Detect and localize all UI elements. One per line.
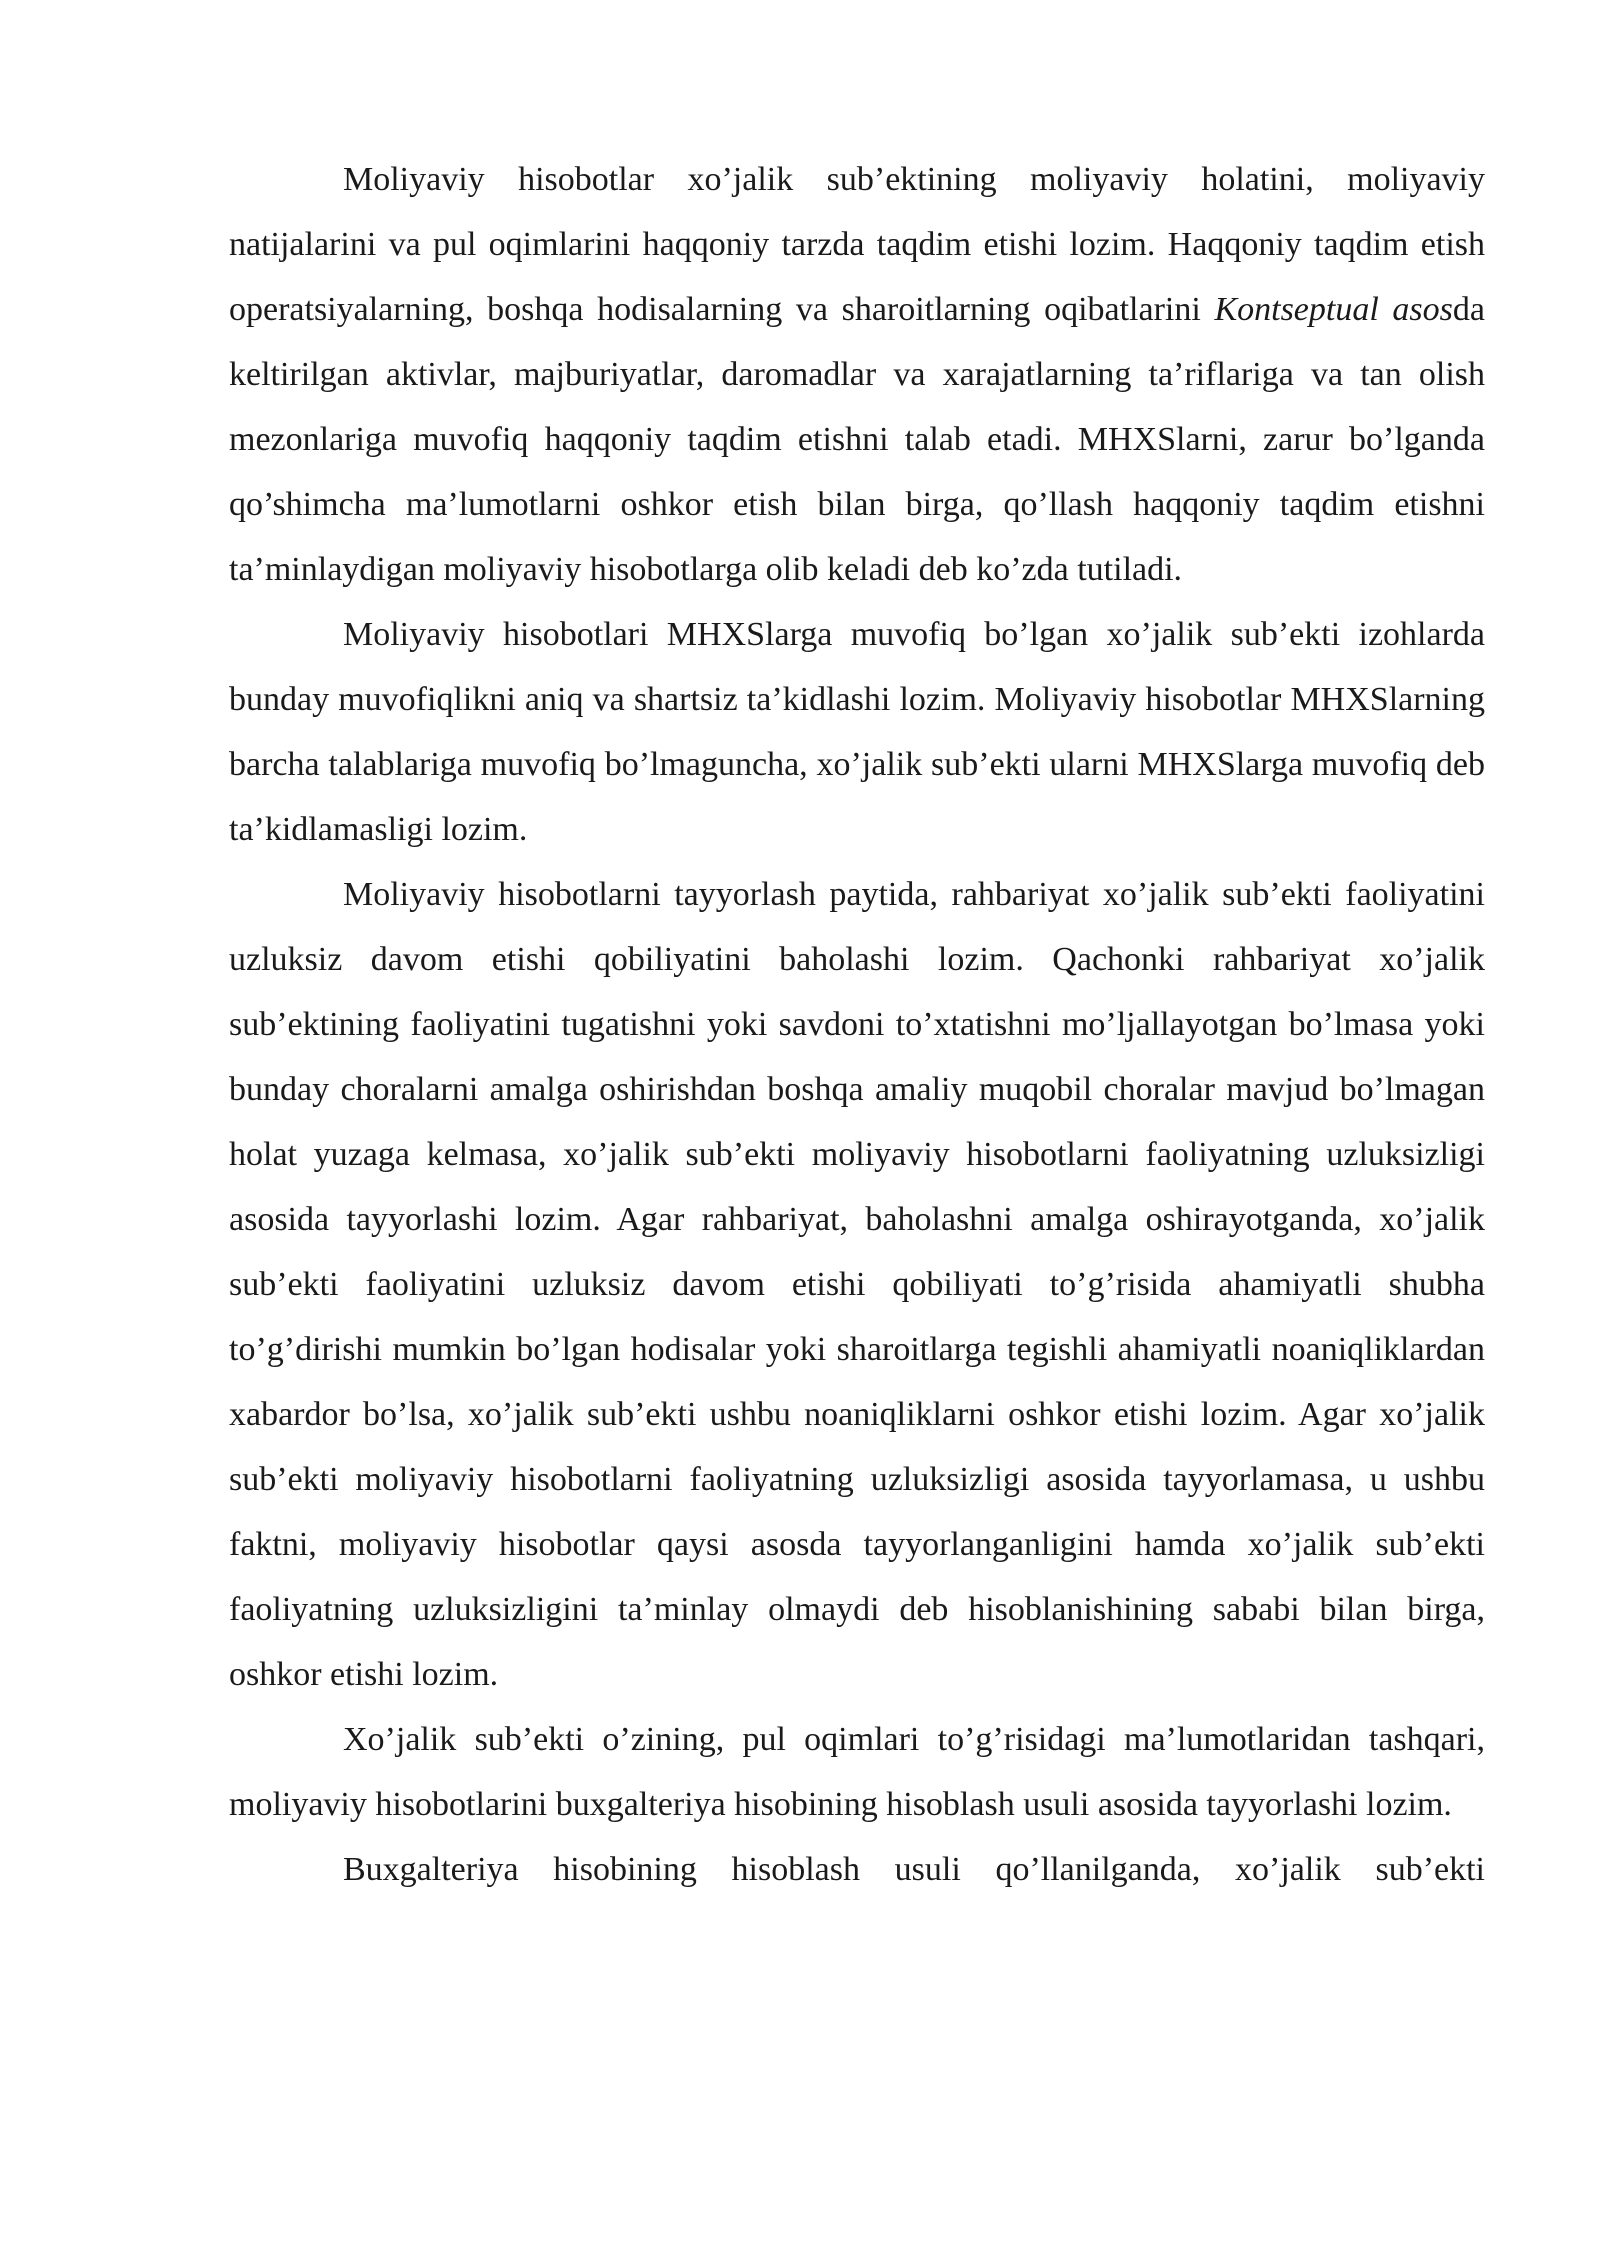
paragraph-accrual-basis [229,1707,1485,1837]
paragraph-text: da keltirilgan aktivlar, majburiyatlar, daromadlar va xarajatlarning ta’riflariga va tan olish mezonlariga muvofiq haqqoniy taqdim etishni talab etadi. MHXSlarni, zarur bo’lganda qo’shimcha ma’lumotlarni oshkor etish bilan birga, qo’llash haqqoniy taqdim etishni ta’minlaydigan moliyaviy hisobotlarga olib keladi deb ko’zda tutiladi. [229,291,1485,588]
paragraph-text: Moliyaviy hisobotlari MHXSlarga muvofiq bo’lgan xo’jalik sub’ekti izohlarda bunday muvofiqlikni aniq va shartsiz ta’kidlashi lozim. Moliyaviy hisobotlar MHXSlarning barcha talablariga muvofiq bo’lmaguncha, xo’jalik sub’ekti ularni MHXSlarga muvofiq deb ta’kidlamasligi lozim. [229,616,1485,848]
paragraph-text: Xo’jalik sub’ekti o’zining, pul oqimlari to’g’risidagi ma’lumotlaridan tashqari, moliyaviy hisobotlarini buxgalteriya hisobining hisoblash usuli asosida tayyorlashi lozim. [229,1721,1485,1823]
document-body [229,147,1485,1902]
paragraph-text: Moliyaviy hisobotlar xo’jalik sub’ektining moliyaviy holatini, moliyaviy natijalarini va pul oqimlarini haqqoniy tarzda taqdim etishi lozim. Haqqoniy taqdim etish operatsiyalarning, boshqa hodisalarning va sharoitlarning oqibatlarini [229,161,1485,328]
paragraph-text: Moliyaviy hisobotlarni tayyorlash paytida, rahbariyat xo’jalik sub’ekti faoliyatini uzluksiz davom etishi qobiliyatini baholashi lozim. Qachonki rahbariyat xo’jalik sub’ektining faoliyatini tugatishni yoki savdoni to’xtatishni mo’ljallayotgan bo’lmasa yoki bunday choralarni amalga oshirishdan boshqa amaliy muqobil choralar mavjud bo’lmagan holat yuzaga kelmasa, xo’jalik sub’ekti moliyaviy hisobotlarni faoliyatning uzluksizligi asosida tayyorlashi lozim. Agar rahbariyat, baholashni amalga oshirayotganda, xo’jalik sub’ekti faoliyatini uzluksiz davom etishi qobiliyati to’g’risida ahamiyatli shubha to’g’dirishi mumkin bo’lgan hodisalar yoki sharoitlarga tegishli ahamiyatli noaniqliklardan xabardor bo’lsa, xo’jalik sub’ekti ushbu noaniqliklarni oshkor etishi lozim. Agar xo’jalik sub’ekti moliyaviy hisobotlarni faoliyatning uzluksizligi asosida tayyorlamasa, u ushbu faktni, moliyaviy hisobotlar qaysi asosda tayyorlanganligini hamda xo’jalik sub’ekti faoliyatning uzluksizligini ta’minlay olmaydi deb hisoblanishining sababi bilan birga, oshkor etishi lozim. [229,876,1485,1693]
paragraph-going-concern [229,862,1485,1707]
paragraph-compliance [229,602,1485,862]
paragraph-fair-presentation [229,147,1485,602]
italic-term: Kontseptual asos [1214,291,1453,328]
paragraph-text: Buxgalteriya hisobining hisoblash usuli qo’llanilganda, xo’jalik sub’ekti [343,1851,1485,1888]
paragraph-accrual-continued [229,1837,1485,1902]
